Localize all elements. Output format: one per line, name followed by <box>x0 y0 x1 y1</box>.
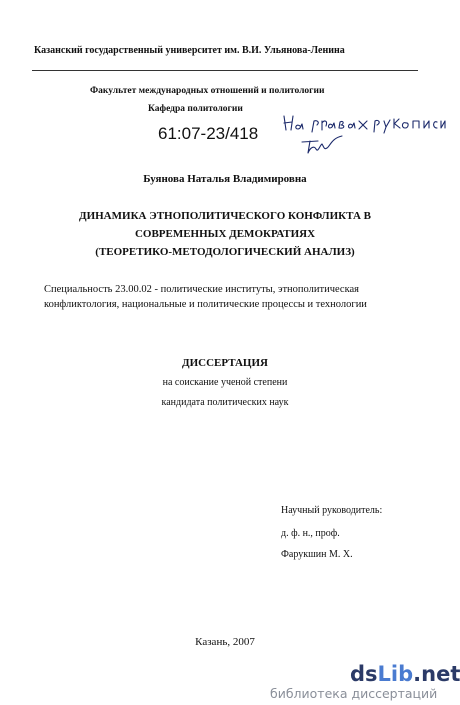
header-rule <box>32 70 418 71</box>
title-line-2: СОВРЕМЕННЫХ ДЕМОКРАТИЯХ <box>134 228 316 240</box>
specialty-line-1: Специальность 23.00.02 - политические институты, этнополитическая <box>44 284 360 295</box>
specialty-line-2: конфликтология, национальные и политические процессы и технологии <box>44 299 367 310</box>
title-line-3: (ТЕОРЕТИКО-МЕТОДОЛОГИЧЕСКИЙ АНАЛИЗ) <box>95 246 355 258</box>
faculty-name: Факультет международных отношений и политологии <box>90 86 325 96</box>
degree-line-1: на соискание ученой степени <box>162 377 288 388</box>
supervisor-name: Фарукшин М. Х. <box>281 549 353 560</box>
supervisor-label: Научный руководитель: <box>281 505 383 516</box>
title-line-1: ДИНАМИКА ЭТНОПОЛИТИЧЕСКОГО КОНФЛИКТА В <box>79 210 371 222</box>
author-name: Буянова Наталья Владимировна <box>143 173 307 185</box>
catalog-code: 61:07-23/418 <box>158 124 259 143</box>
logo-lib: Lib <box>377 662 414 686</box>
document-type: ДИССЕРТАЦИЯ <box>182 357 268 369</box>
logo-net: .net <box>413 662 460 686</box>
logo-ds: ds <box>350 662 378 686</box>
city-year: Казань, 2007 <box>195 636 255 648</box>
supervisor-degree: д. ф. н., проф. <box>281 528 340 539</box>
university-name: Казанский государственный университет им. В.И. Ульянова-Ленина <box>34 45 345 56</box>
degree-line-2: кандидата политических наук <box>161 397 289 408</box>
dslib-logo <box>350 662 460 686</box>
department-name: Кафедра политологии <box>148 104 243 114</box>
watermark-subtitle: библиотека диссертаций <box>270 686 438 701</box>
handwritten-manuscript-note <box>282 108 447 158</box>
